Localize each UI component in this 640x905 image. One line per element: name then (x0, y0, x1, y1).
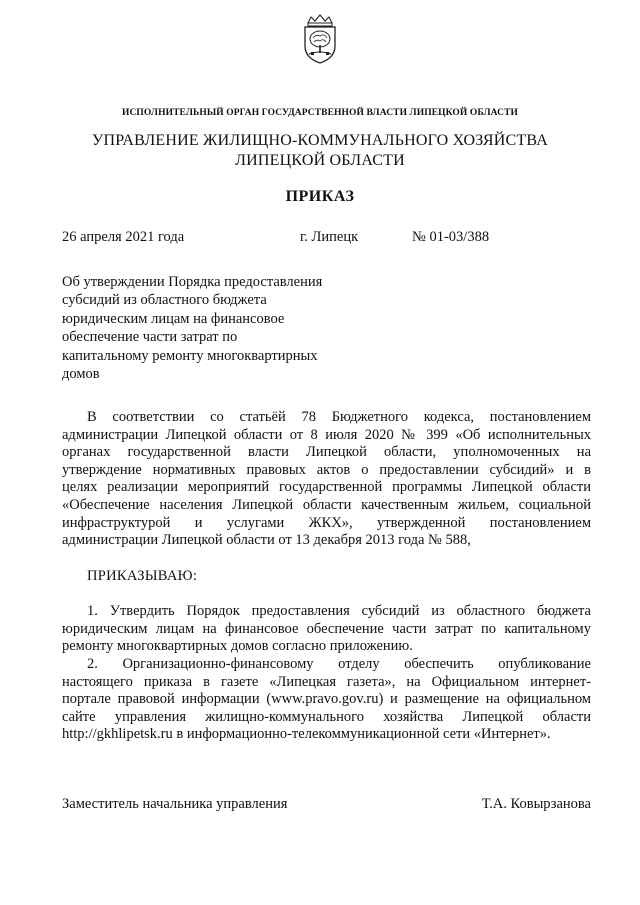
department-name-line: УПРАВЛЕНИЕ ЖИЛИЩНО-КОММУНАЛЬНОГО ХОЗЯЙСТВА (91, 132, 548, 149)
item-line: настоящего приказа в газете «Липецкая газета», на Официальном интернет- (62, 673, 591, 690)
order-item-2 (62, 656, 591, 744)
preamble-line: целях реализации мероприятий государственной программы Липецкой области (62, 479, 591, 496)
preamble-line: администрации Липецкой области от 8 июля 2020 № 399 «Об исполнительных (62, 426, 591, 443)
item-line: 1. Утвердить Порядок предоставления субсидий из областного бюджета (87, 603, 591, 619)
preamble-line: органах государственной власти Липецкой области, уполномоченных на (62, 444, 591, 461)
coat-of-arms-icon (300, 14, 340, 64)
preamble-line: «Обеспечение населения Липецкой области качественным жильем, социальной (62, 496, 591, 513)
order-date: 26 апреля 2021 года (62, 229, 185, 245)
signatory-position: Заместитель начальника управления (62, 796, 288, 812)
preamble-line: администрации Липецкой области от 13 декабря 2013 года № 588, (62, 532, 471, 549)
subject-line: обеспечение части затрат по (62, 329, 238, 346)
department-name (0, 131, 640, 171)
document-type-title: ПРИКАЗ (285, 188, 355, 205)
preamble-line: инфраструктурой и услугами ЖКХ», утвержденной постановлением (62, 514, 591, 531)
order-city: г. Липецк (300, 229, 359, 245)
item-line: ремонту многоквартирных домов согласно приложению. (62, 638, 413, 655)
signatory-name: Т.А. Ковырзанова (481, 796, 591, 812)
subject-line: юридическим лицам на финансовое (62, 310, 285, 327)
item-line: юридическим лицам на финансовое обеспечение части затрат по капитальному (62, 620, 591, 637)
subject-line: домов (62, 366, 100, 383)
preamble-paragraph (62, 409, 591, 550)
issuing-authority: ИСПОЛНИТЕЛЬНЫЙ ОРГАН ГОСУДАРСТВЕННОЙ ВЛАСТИ ЛИПЕЦКОЙ ОБЛАСТИ (121, 108, 519, 118)
subject-line: Об утверждении Порядка предоставления (62, 274, 323, 290)
order-item-1 (62, 603, 591, 656)
subject-line: субсидий из областного бюджета (62, 292, 267, 309)
item-line: http://gkhlipetsk.ru в информационно-телекоммуникационной сети «Интернет». (62, 726, 551, 743)
subject-line: капитальному ремонту многоквартирных (62, 347, 318, 364)
item-line: сайте управления жилищно-коммунального хозяйства Липецкой области (62, 708, 591, 725)
order-directive: ПРИКАЗЫВАЮ: (87, 568, 198, 584)
item-line: 2. Организационно-финансовому отделу обеспечить опубликование (87, 656, 591, 672)
item-line: портале правовой информации (www.pravo.gov.ru) и размещение на официальном (62, 691, 591, 708)
order-subject (62, 273, 352, 383)
order-number: № 01-03/388 (412, 229, 490, 245)
preamble-line: В соответствии со статьёй 78 Бюджетного кодекса, постановлением (87, 409, 591, 425)
department-name-line: ЛИПЕЦКОЙ ОБЛАСТИ (235, 152, 405, 169)
preamble-line: утверждение нормативных правовых актов о предоставлении субсидий» и в (62, 461, 591, 478)
